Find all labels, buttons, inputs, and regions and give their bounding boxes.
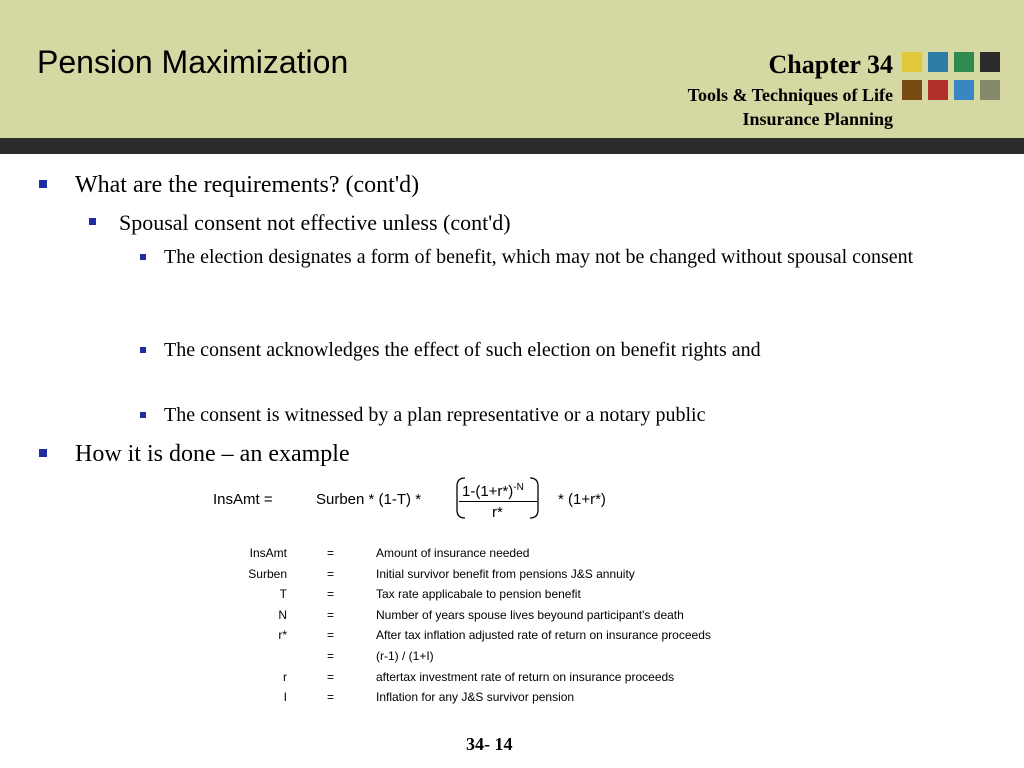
legend-description: After tax inflation adjusted rate of return on insurance proceeds xyxy=(376,628,711,642)
color-square xyxy=(902,52,922,72)
legend-description: Initial survivor benefit from pensions J&S annuity xyxy=(376,567,635,581)
chapter-subtitle-line2: Insurance Planning xyxy=(742,109,893,129)
chapter-subtitle-line1: Tools & Techniques of Life xyxy=(687,85,893,105)
legend-term: InsAmt xyxy=(249,546,287,560)
legend-equals: = xyxy=(327,587,335,601)
legend-term: Surben xyxy=(248,567,287,581)
numerator-text: 1-(1+r*) xyxy=(462,483,514,500)
formula-numerator xyxy=(462,482,524,500)
legend-description: aftertax investment rate of return on insurance proceeds xyxy=(376,670,675,684)
bullet-level1: What are the requirements? (cont'd) xyxy=(75,172,420,198)
bullet-marker xyxy=(39,180,47,188)
decorative-color-squares xyxy=(902,52,1006,104)
formula-lhs: InsAmt = xyxy=(213,491,273,508)
legend-description: (r-1) / (1+I) xyxy=(376,649,434,663)
legend-description: Tax rate applicabale to pension benefit xyxy=(376,587,581,601)
color-square xyxy=(954,52,974,72)
color-square xyxy=(980,80,1000,100)
legend-equals: = xyxy=(327,649,335,663)
right-bracket xyxy=(530,478,538,518)
formula-denominator: r* xyxy=(492,504,503,521)
formula-term1: Surben * (1-T) * xyxy=(316,491,422,508)
page-number: 34- 14 xyxy=(466,734,513,754)
color-square xyxy=(980,52,1000,72)
legend-equals: = xyxy=(327,670,335,684)
legend-equals: = xyxy=(327,690,335,704)
slide-title: Pension Maximization xyxy=(37,44,349,80)
fraction-line xyxy=(459,501,537,502)
legend-equals: = xyxy=(327,628,335,642)
legend-term: T xyxy=(279,587,287,601)
bullet-level3: The consent is witnessed by a plan representative or a notary public xyxy=(164,404,706,426)
color-square xyxy=(928,52,948,72)
legend-term: I xyxy=(283,690,287,704)
bullet-marker xyxy=(140,254,146,260)
bullet-level3: The consent acknowledges the effect of such election on benefit rights and xyxy=(164,339,761,361)
numerator-exponent: -N xyxy=(513,482,524,493)
legend-equals: = xyxy=(327,608,335,622)
chapter-subtitle xyxy=(688,83,893,131)
color-square xyxy=(928,80,948,100)
legend-term: r xyxy=(283,670,287,684)
bullet-marker xyxy=(89,218,96,225)
legend-description: Inflation for any J&S survivor pension xyxy=(376,690,575,704)
legend-equals: = xyxy=(327,546,335,560)
bullet-marker xyxy=(140,347,146,353)
header-divider-bar xyxy=(0,138,1024,154)
color-square xyxy=(902,80,922,100)
legend-term: N xyxy=(278,608,287,622)
slide-header xyxy=(0,0,1024,138)
legend-equals: = xyxy=(327,567,335,581)
bullet-marker xyxy=(140,412,146,418)
color-square xyxy=(954,80,974,100)
bullet-level2: Spousal consent not effective unless (cont'd) xyxy=(119,210,511,235)
bullet-marker xyxy=(39,449,47,457)
bullet-level1: How it is done – an example xyxy=(75,441,350,467)
bullet-level3: The election designates a form of benefit, which may not be changed without spousal consent xyxy=(164,246,914,268)
legend-description: Amount of insurance needed xyxy=(376,546,530,560)
chapter-label: Chapter 34 xyxy=(768,50,893,79)
legend-term: r* xyxy=(278,628,287,642)
legend-description: Number of years spouse lives beyound participant's death xyxy=(376,608,684,622)
formula-tail: * (1+r*) xyxy=(558,491,606,508)
